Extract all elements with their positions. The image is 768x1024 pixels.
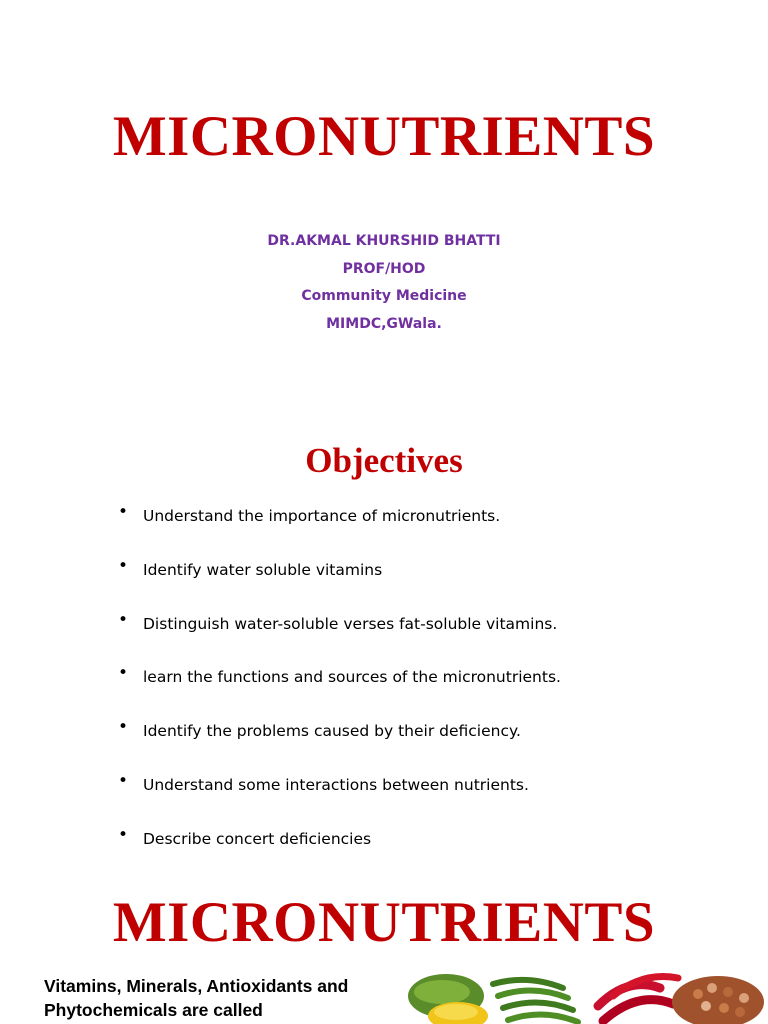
objectives-slide — [0, 400, 768, 870]
slide-title: MICRONUTRIENTS — [112, 105, 656, 168]
list-item — [118, 662, 738, 716]
list-item-text: Identify water soluble vitamins — [143, 560, 383, 579]
list-item-text: Describe concert deficiencies — [143, 829, 372, 848]
bullet-icon: • — [118, 770, 129, 791]
intro-text-line: Phytochemicals are called — [44, 1000, 263, 1020]
bullet-icon: • — [118, 502, 129, 522]
list-item-text: Understand the importance of micronutrients. — [143, 507, 501, 525]
bullet-icon: • — [118, 609, 129, 630]
author-name: DR.AKMAL KHURSHID BHATTI — [267, 233, 501, 249]
author-institution: MIMDC,GWala. — [326, 315, 442, 332]
list-item-text: learn the functions and sources of the micronutrients. — [143, 668, 561, 687]
list-item — [118, 501, 738, 555]
list-item-text: Understand some interactions between nutrients. — [143, 775, 529, 794]
author-department: Community Medicine — [301, 288, 467, 304]
objectives-list — [118, 501, 738, 870]
bullet-icon: • — [118, 555, 129, 576]
bullet-icon: • — [118, 717, 129, 738]
bullet-icon: • — [118, 663, 129, 684]
vegetables-image — [398, 966, 768, 1024]
objectives-title: Objectives — [305, 441, 463, 480]
list-item — [118, 770, 738, 824]
list-item — [118, 716, 738, 770]
slide-title: MICRONUTRIENTS — [112, 891, 656, 954]
list-item — [118, 555, 738, 609]
bullet-icon: • — [118, 824, 129, 845]
list-item — [118, 824, 738, 870]
intro-text-line: Vitamins, Minerals, Antioxidants and — [44, 976, 349, 996]
author-position: PROF/HOD — [342, 260, 426, 277]
micronutrients-slide — [0, 870, 768, 1024]
list-item-text: Identify the problems caused by their deficiency. — [143, 722, 521, 741]
intro-text — [44, 974, 404, 1022]
author-block — [0, 228, 768, 338]
title-slide — [0, 0, 768, 400]
list-item — [118, 609, 738, 663]
list-item-text: Distinguish water-soluble verses fat-soluble vitamins. — [143, 614, 558, 633]
